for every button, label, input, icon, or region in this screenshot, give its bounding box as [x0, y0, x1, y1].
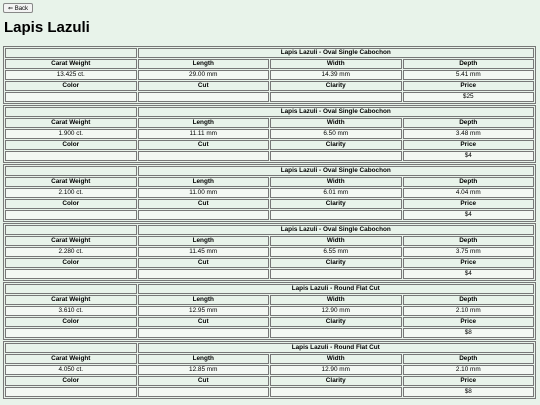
color-value [5, 151, 137, 161]
color-value [5, 210, 137, 220]
clarity-value [270, 151, 402, 161]
length-header: Length [138, 59, 270, 69]
cut-value [138, 210, 270, 220]
width-value: 14.39 mm [270, 70, 402, 80]
product-table [3, 46, 536, 104]
color-header: Color [5, 376, 137, 386]
empty-cell [5, 48, 137, 58]
cut-header: Cut [138, 376, 270, 386]
width-value: 6.50 mm [270, 129, 402, 139]
cut-value [138, 151, 270, 161]
product-name: Lapis Lazuli - Oval Single Cabochon [138, 48, 535, 58]
depth-header: Depth [403, 354, 535, 364]
color-header: Color [5, 258, 137, 268]
length-header: Length [138, 295, 270, 305]
cut-header: Cut [138, 140, 270, 150]
length-value: 11.45 mm [138, 247, 270, 257]
clarity-header: Clarity [270, 81, 402, 91]
length-value: 12.85 mm [138, 365, 270, 375]
color-value [5, 328, 137, 338]
clarity-value [270, 269, 402, 279]
cut-header: Cut [138, 199, 270, 209]
width-value: 12.90 mm [270, 306, 402, 316]
product-name-row [5, 284, 534, 294]
carat-value: 3.610 ct. [5, 306, 137, 316]
length-header: Length [138, 118, 270, 128]
back-button[interactable]: ⇐ Back [3, 3, 33, 13]
cut-value [138, 269, 270, 279]
product-table [3, 105, 536, 163]
dimension-value-row [5, 247, 534, 257]
product-name: Lapis Lazuli - Round Flat Cut [138, 343, 535, 353]
carat-value: 1.900 ct. [5, 129, 137, 139]
quality-value-row [5, 328, 534, 338]
price-value: $8 [403, 387, 535, 397]
product-table [3, 341, 536, 399]
product-list [3, 46, 536, 400]
dimension-header-row [5, 59, 534, 69]
quality-value-row [5, 387, 534, 397]
empty-cell [5, 343, 137, 353]
product-table [3, 164, 536, 222]
depth-header: Depth [403, 295, 535, 305]
dimension-header-row [5, 295, 534, 305]
carat-header: Carat Weight [5, 354, 137, 364]
carat-value: 13.425 ct. [5, 70, 137, 80]
quality-value-row [5, 92, 534, 102]
price-header: Price [403, 376, 535, 386]
product-name-row [5, 166, 534, 176]
product-name: Lapis Lazuli - Oval Single Cabochon [138, 166, 535, 176]
product-name-row [5, 225, 534, 235]
color-value [5, 387, 137, 397]
depth-header: Depth [403, 177, 535, 187]
depth-value: 5.41 mm [403, 70, 535, 80]
length-header: Length [138, 177, 270, 187]
width-value: 6.01 mm [270, 188, 402, 198]
depth-header: Depth [403, 118, 535, 128]
empty-cell [5, 166, 137, 176]
price-header: Price [403, 199, 535, 209]
price-header: Price [403, 140, 535, 150]
dimension-value-row [5, 306, 534, 316]
color-value [5, 269, 137, 279]
length-value: 11.00 mm [138, 188, 270, 198]
empty-cell [5, 107, 137, 117]
width-header: Width [270, 295, 402, 305]
clarity-value [270, 387, 402, 397]
price-value: $25 [403, 92, 535, 102]
empty-cell [5, 284, 137, 294]
price-value: $4 [403, 210, 535, 220]
length-value: 12.95 mm [138, 306, 270, 316]
width-value: 12.90 mm [270, 365, 402, 375]
cut-header: Cut [138, 317, 270, 327]
carat-value: 4.050 ct. [5, 365, 137, 375]
product-table [3, 223, 536, 281]
quality-value-row [5, 151, 534, 161]
carat-value: 2.280 ct. [5, 247, 137, 257]
depth-value: 2.10 mm [403, 365, 535, 375]
cut-value [138, 387, 270, 397]
depth-value: 3.48 mm [403, 129, 535, 139]
quality-header-row [5, 317, 534, 327]
clarity-header: Clarity [270, 140, 402, 150]
cut-header: Cut [138, 258, 270, 268]
clarity-value [270, 328, 402, 338]
color-header: Color [5, 317, 137, 327]
price-header: Price [403, 258, 535, 268]
width-header: Width [270, 354, 402, 364]
cut-header: Cut [138, 81, 270, 91]
dimension-header-row [5, 118, 534, 128]
quality-header-row [5, 140, 534, 150]
carat-header: Carat Weight [5, 118, 137, 128]
cut-value [138, 328, 270, 338]
clarity-value [270, 210, 402, 220]
cut-value [138, 92, 270, 102]
dimension-header-row [5, 236, 534, 246]
quality-value-row [5, 269, 534, 279]
carat-header: Carat Weight [5, 59, 137, 69]
depth-value: 3.75 mm [403, 247, 535, 257]
color-header: Color [5, 81, 137, 91]
carat-value: 2.100 ct. [5, 188, 137, 198]
product-table [3, 282, 536, 340]
carat-header: Carat Weight [5, 236, 137, 246]
length-value: 11.11 mm [138, 129, 270, 139]
page-title: Lapis Lazuli [4, 19, 90, 36]
dimension-header-row [5, 354, 534, 364]
color-header: Color [5, 199, 137, 209]
dimension-header-row [5, 177, 534, 187]
product-name-row [5, 343, 534, 353]
product-name: Lapis Lazuli - Oval Single Cabochon [138, 107, 535, 117]
price-value: $8 [403, 328, 535, 338]
length-header: Length [138, 354, 270, 364]
product-name-row [5, 107, 534, 117]
dimension-value-row [5, 70, 534, 80]
color-header: Color [5, 140, 137, 150]
quality-header-row [5, 258, 534, 268]
depth-header: Depth [403, 236, 535, 246]
clarity-value [270, 92, 402, 102]
price-header: Price [403, 81, 535, 91]
product-name: Lapis Lazuli - Oval Single Cabochon [138, 225, 535, 235]
depth-value: 4.04 mm [403, 188, 535, 198]
product-name-row [5, 48, 534, 58]
quality-value-row [5, 210, 534, 220]
width-header: Width [270, 118, 402, 128]
dimension-value-row [5, 365, 534, 375]
clarity-header: Clarity [270, 317, 402, 327]
clarity-header: Clarity [270, 199, 402, 209]
quality-header-row [5, 199, 534, 209]
dimension-value-row [5, 129, 534, 139]
carat-header: Carat Weight [5, 295, 137, 305]
width-header: Width [270, 236, 402, 246]
length-header: Length [138, 236, 270, 246]
width-value: 6.55 mm [270, 247, 402, 257]
quality-header-row [5, 376, 534, 386]
width-header: Width [270, 59, 402, 69]
depth-value: 2.10 mm [403, 306, 535, 316]
dimension-value-row [5, 188, 534, 198]
price-header: Price [403, 317, 535, 327]
length-value: 29.00 mm [138, 70, 270, 80]
price-value: $4 [403, 269, 535, 279]
empty-cell [5, 225, 137, 235]
carat-header: Carat Weight [5, 177, 137, 187]
quality-header-row [5, 81, 534, 91]
product-name: Lapis Lazuli - Round Flat Cut [138, 284, 535, 294]
color-value [5, 92, 137, 102]
depth-header: Depth [403, 59, 535, 69]
width-header: Width [270, 177, 402, 187]
clarity-header: Clarity [270, 376, 402, 386]
price-value: $4 [403, 151, 535, 161]
clarity-header: Clarity [270, 258, 402, 268]
